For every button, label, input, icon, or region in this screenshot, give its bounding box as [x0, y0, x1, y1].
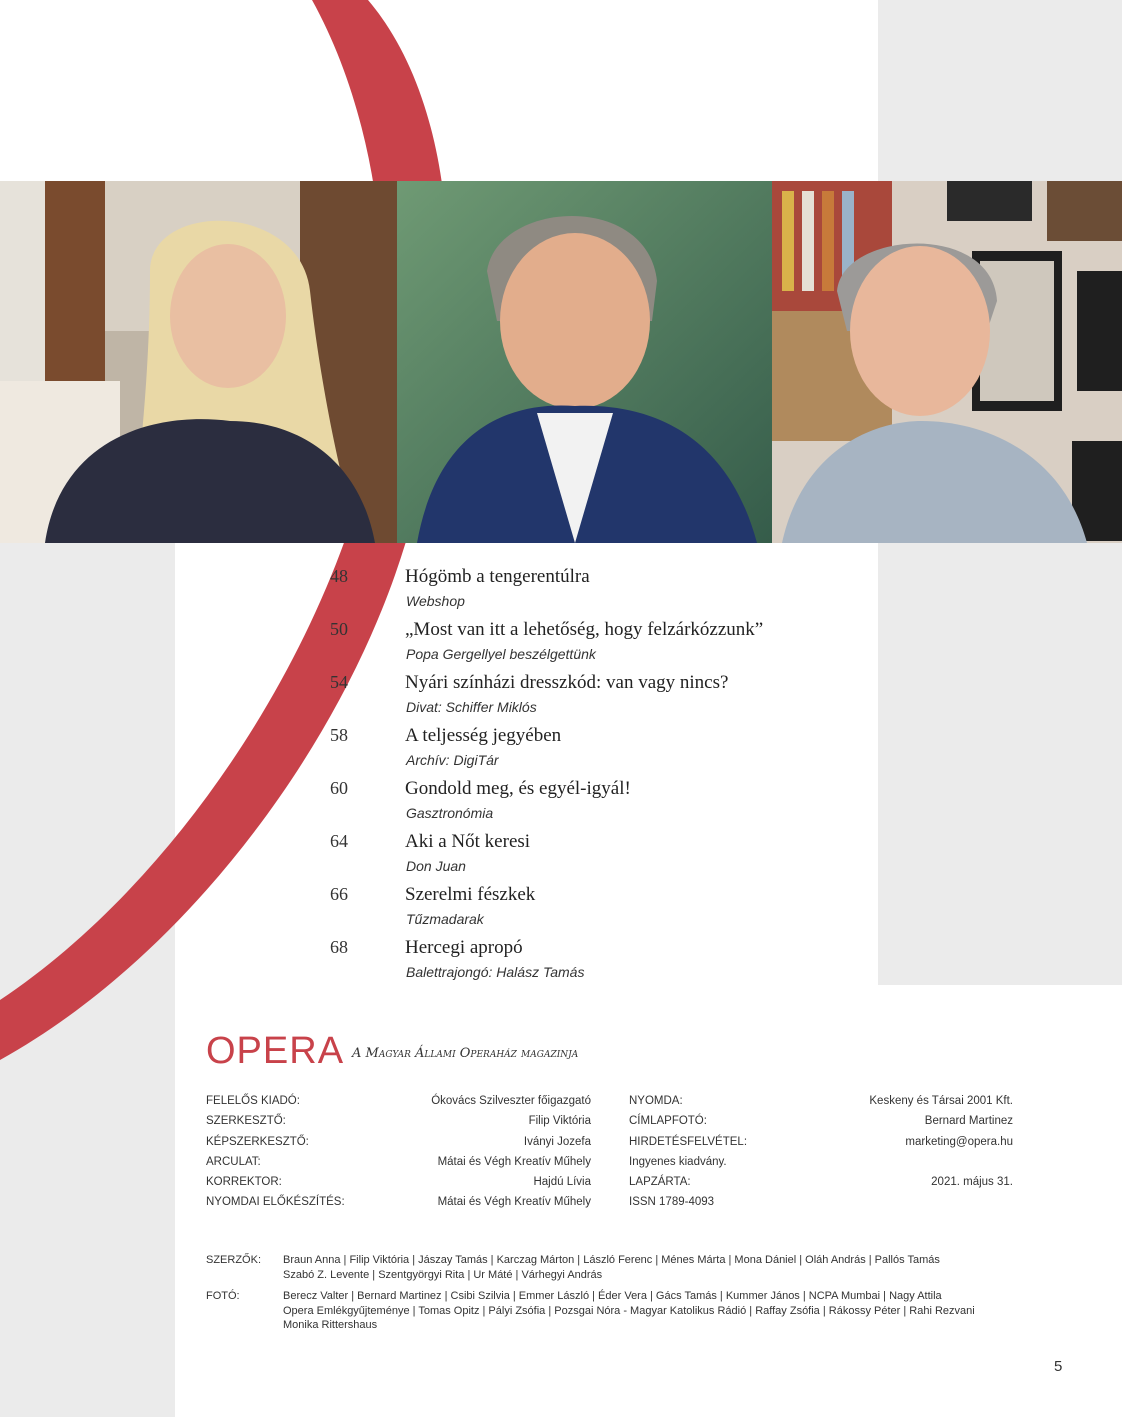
toc-subtitle: Tűzmadarak [406, 911, 484, 927]
photographers-list [283, 1289, 1003, 1333]
toc-title: „Most van itt a lehetőség, hogy felzárkózzunk” [405, 619, 764, 640]
page-number: 5 [1054, 1358, 1063, 1375]
imprint-value [800, 1152, 1013, 1172]
toc-item[interactable] [330, 672, 870, 725]
photo-man-books [772, 181, 1122, 543]
toc-title: A teljesség jegyében [405, 725, 562, 746]
imprint-left-labels [206, 1091, 345, 1213]
imprint-value: Iványi Jozefa [523, 1135, 591, 1148]
table-of-contents [330, 566, 870, 990]
imprint-value: Hajdú Lívia [533, 1176, 591, 1189]
toc-item[interactable] [330, 619, 870, 672]
authors-line: Braun Anna | Filip Viktória | Jászay Tamás | Karczag Márton | László Ferenc | Ménes Márta | Mona Dániel | Oláh András | Pallós Tamás [283, 1254, 940, 1266]
photographers-line: Monika Rittershaus [283, 1319, 378, 1331]
toc-subtitle: Don Juan [406, 858, 466, 874]
toc-page-number: 50 [330, 619, 348, 639]
toc-page-number: 54 [330, 672, 348, 692]
toc-title: Hercegi apropó [405, 937, 523, 958]
toc-subtitle: Archív: DigiTár [406, 752, 499, 768]
toc-subtitle: Divat: Schiffer Miklós [406, 699, 537, 715]
toc-title: Nyári színházi dresszkód: van vagy nincs? [405, 672, 729, 693]
imprint-value: Mátai és Végh Kreatív Műhely [437, 1196, 591, 1209]
imprint-value: Bernard Martinez [924, 1115, 1013, 1128]
imprint-left-values [360, 1091, 591, 1213]
photographers-line: Berecz Valter | Bernard Martinez | Csibi Szilvia | Emmer László | Éder Vera | Gács Tamás | Kummer János | NCPA Mumbai | Nagy Attila [283, 1290, 942, 1302]
toc-subtitle: Balettrajongó: Halász Tamás [406, 964, 585, 980]
imprint-label: KÉPSZERKESZTŐ: [206, 1135, 309, 1148]
imprint-value: 2021. május 31. [931, 1176, 1013, 1189]
imprint-label: NYOMDAI ELŐKÉSZÍTÉS: [206, 1196, 345, 1209]
toc-title: Hógömb a tengerentúlra [405, 566, 590, 587]
photo-man-suit [397, 181, 772, 543]
toc-item[interactable] [330, 725, 870, 778]
imprint-right-labels [629, 1091, 747, 1213]
imprint-label: CÍMLAPFOTÓ: [629, 1115, 707, 1128]
imprint-value: Filip Viktória [528, 1115, 591, 1128]
imprint-value [800, 1192, 1013, 1212]
photo-label: FOTÓ: [206, 1290, 240, 1302]
imprint-label: KORREKTOR: [206, 1176, 282, 1189]
toc-page-number: 60 [330, 778, 348, 798]
imprint-label: HIRDETÉSFELVÉTEL: [629, 1135, 748, 1148]
imprint-value[interactable]: marketing@opera.hu [905, 1135, 1013, 1148]
toc-subtitle: Webshop [406, 593, 465, 609]
toc-title: Szerelmi fészkek [405, 884, 536, 905]
authors-credits [206, 1253, 1006, 1283]
imprint-label: LAPZÁRTA: [629, 1176, 691, 1189]
toc-page-number: 64 [330, 831, 348, 851]
imprint-label: FELELŐS KIADÓ: [206, 1095, 300, 1107]
imprint-label: ISSN 1789-4093 [629, 1196, 715, 1209]
toc-page-number: 58 [330, 725, 348, 745]
toc-subtitle: Popa Gergellyel beszélgettünk [406, 646, 596, 662]
toc-item[interactable] [330, 831, 870, 884]
imprint-label: NYOMDA: [629, 1095, 683, 1107]
imprint-right-values [800, 1091, 1013, 1213]
imprint-value: Ókovács Szilveszter főigazgató [431, 1095, 591, 1107]
toc-title: Aki a Nőt keresi [405, 831, 531, 852]
toc-page-number: 68 [330, 937, 348, 957]
photographers-line: Opera Emlékgyűjteménye | Tomas Opitz | Pályi Zsófia | Pozsgai Nóra - Magyar Katolikus Rádió | Raffay Zsófia | Rákossy Péter | Rahi Rezvani [283, 1304, 975, 1317]
imprint-label: SZERKESZTŐ: [206, 1115, 286, 1128]
toc-item[interactable] [330, 884, 870, 937]
imprint-label: Ingyenes kiadvány. [629, 1155, 727, 1168]
imprint-value: Keskeny és Társai 2001 Kft. [869, 1095, 1013, 1107]
authors-label: SZERZŐK: [206, 1254, 262, 1266]
toc-page-number: 66 [330, 884, 348, 904]
authors-list [283, 1253, 1003, 1282]
toc-item[interactable] [330, 566, 870, 619]
imprint-label: ARCULAT: [206, 1155, 261, 1168]
photo-woman [0, 181, 397, 543]
imprint-value: Mátai és Végh Kreatív Műhely [437, 1155, 591, 1168]
opera-logo: OPERA [206, 1030, 345, 1072]
photo-credits [206, 1289, 1006, 1334]
toc-subtitle: Gasztronómia [406, 805, 494, 821]
toc-page-number: 48 [330, 566, 348, 586]
magazine-tagline: A Magyar Állami Operaház magazinja [352, 1046, 579, 1061]
toc-item[interactable] [330, 937, 870, 990]
toc-title: Gondold meg, és egyél-igyál! [405, 778, 631, 799]
toc-item[interactable] [330, 778, 870, 831]
authors-line: Szabó Z. Levente | Szentgyörgyi Rita | Ur Máté | Várhegyi András [283, 1268, 603, 1281]
